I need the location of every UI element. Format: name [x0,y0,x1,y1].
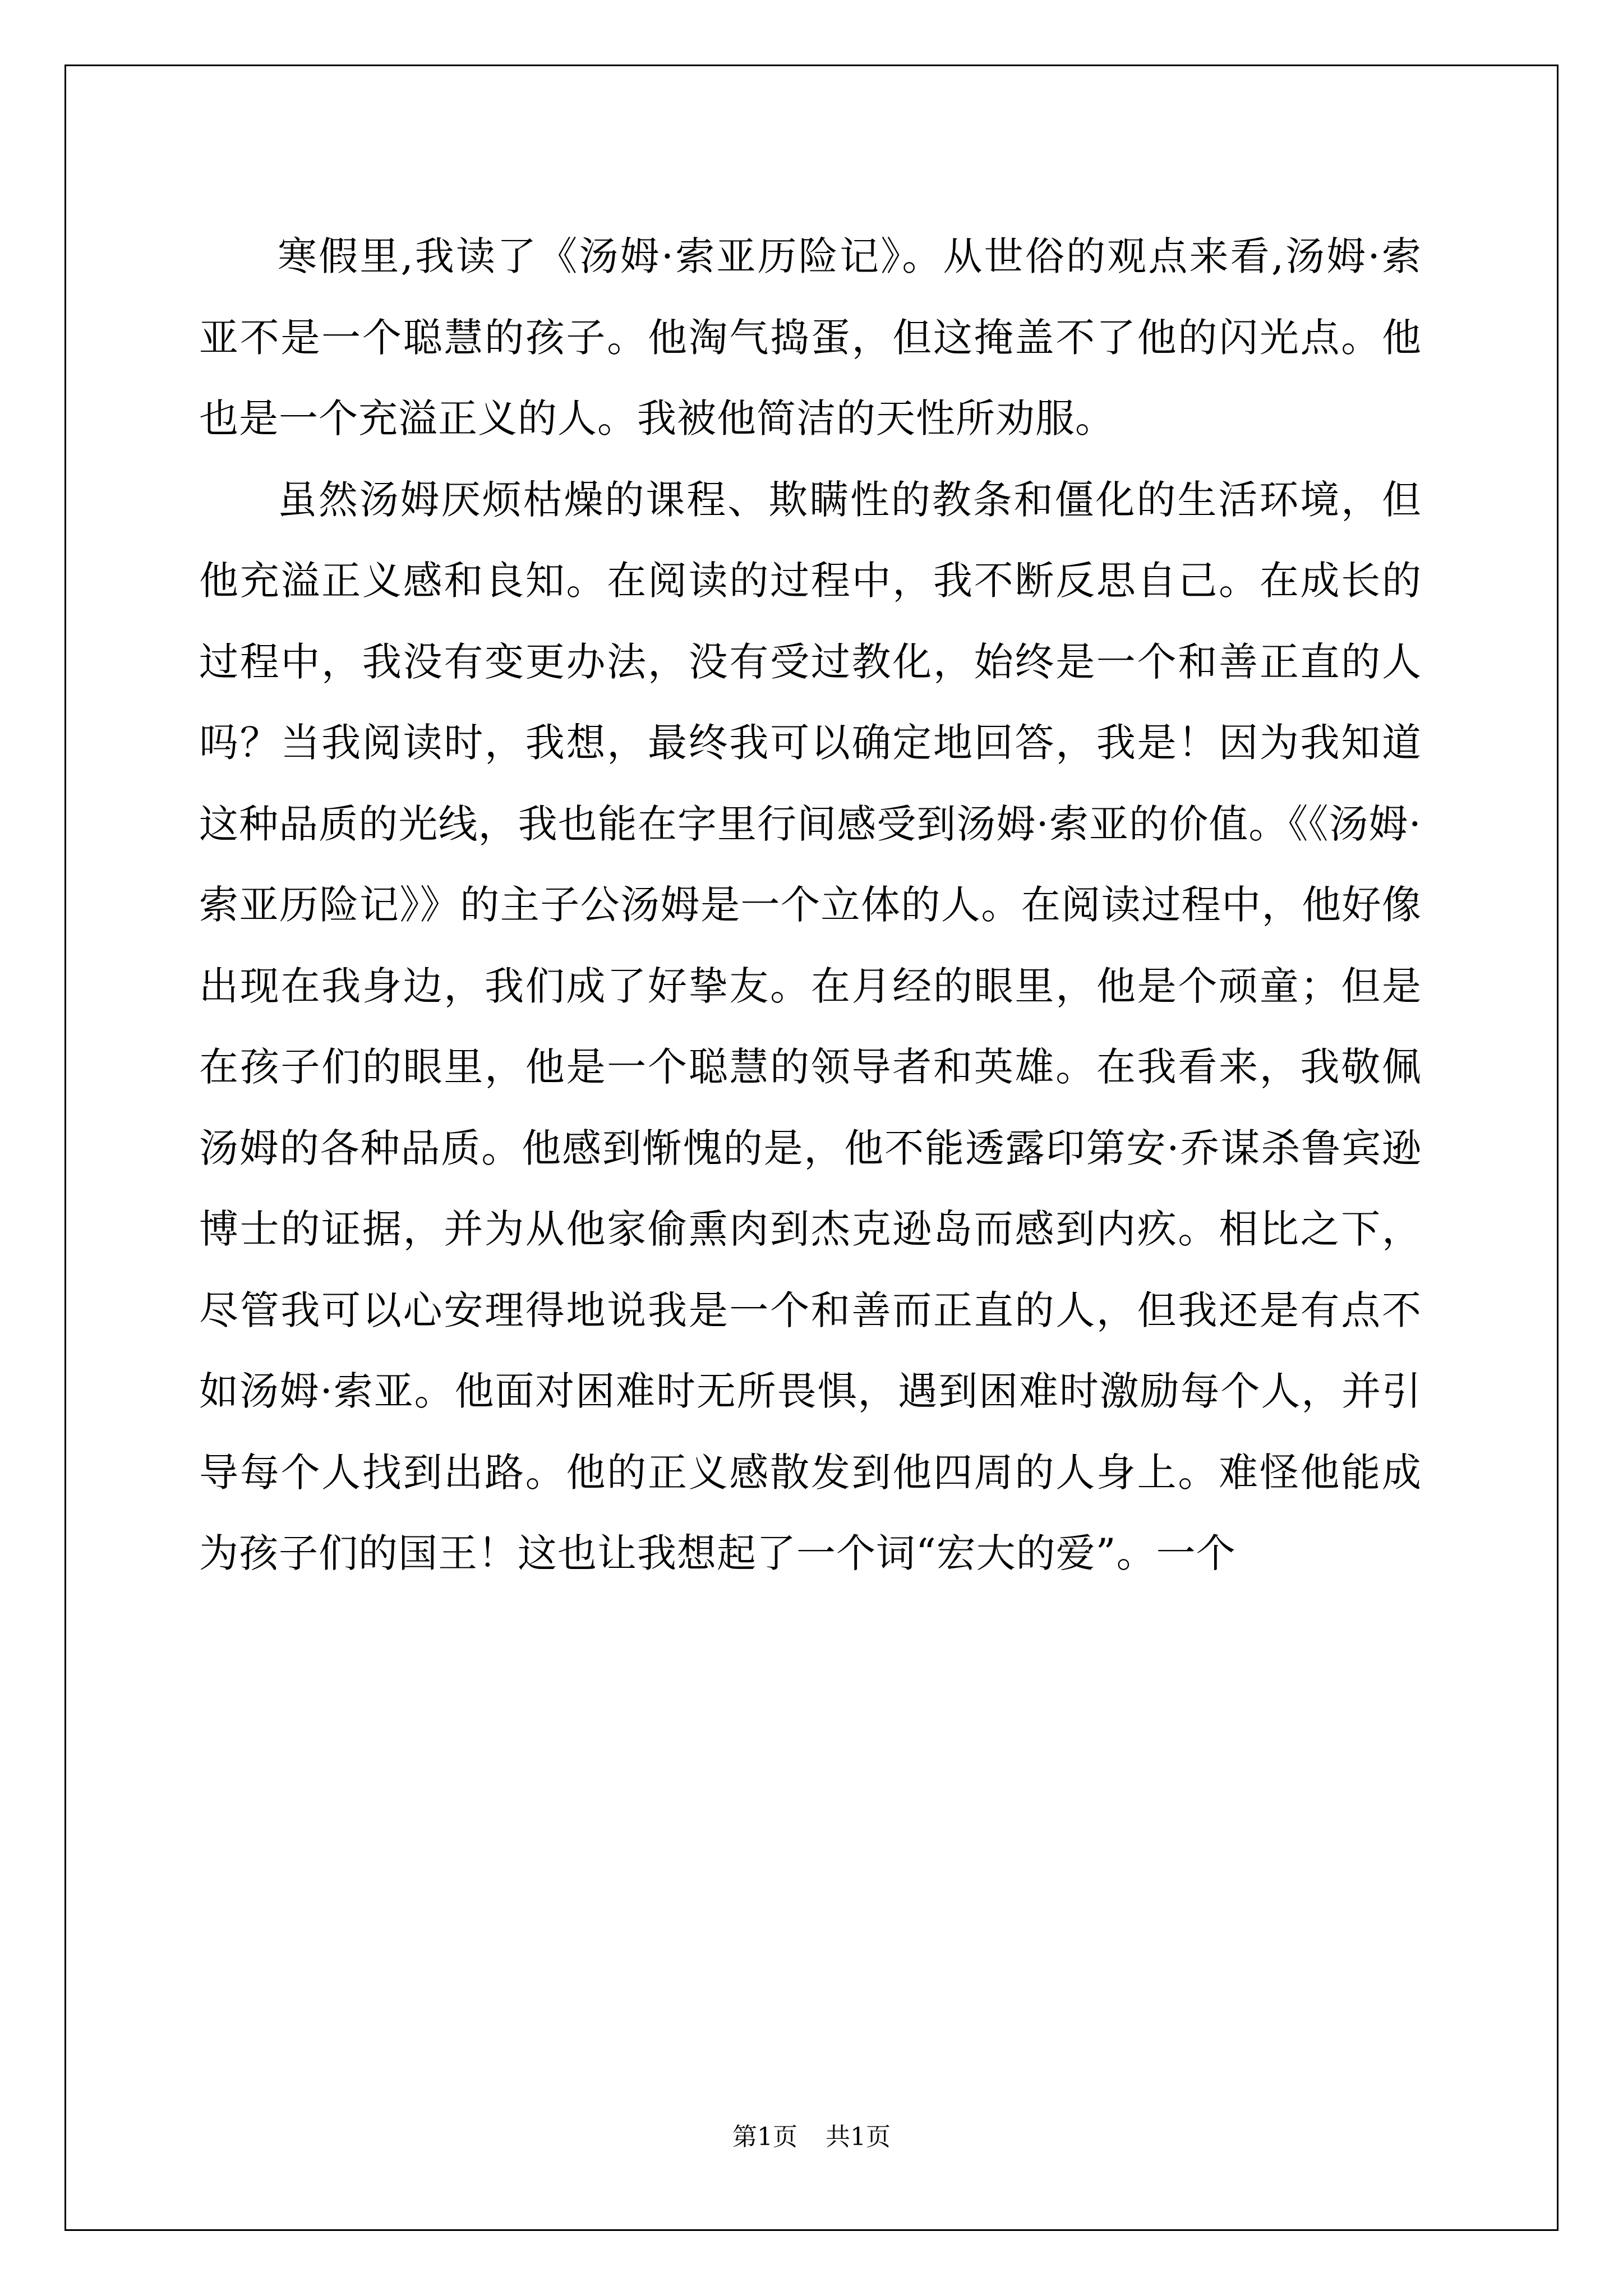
document-body [199,216,1422,2033]
paragraph: 寒假里,我读了《汤姆·索亚历险记》。从世俗的观点来看,汤姆·索亚不是一个聪慧的孩子。他淘气捣蛋，但这掩盖不了他的闪光点。他也是一个充溢正义的人。我被他简洁的天性所劝服。 [199,233,1422,441]
page-number: 第1页 [732,2123,797,2151]
page-total: 共1页 [826,2123,891,2151]
page-footer [0,2120,1623,2154]
paragraph: 虽然汤姆厌烦枯燥的课程、欺瞒性的教条和僵化的生活环境，但他充溢正义感和良知。在阅读的过程中，我不断反思自己。在成长的过程中，我没有变更办法，没有受过教化，始终是一个和善正直的人吗？当我阅读时，我想，最终我可以确定地回答，我是！因为我知道这种品质的光线，我也能在字里行间感受到汤姆·索亚的价值。《《汤姆·索亚历险记》》的主子公汤姆是一个立体的人。在阅读过程中，他好像出现在我身边，我们成了好挚友。在月经的眼里，他是个顽童；但是在孩子们的眼里，他是一个聪慧的领导者和英雄。在我看来，我敬佩汤姆的各种品质。他感到惭愧的是，他不能透露印第安·乔谋杀鲁宾逊博士的证据，并为从他家偷熏肉到杰克逊岛而感到内疚。相比之下，尽管我可以心安理得地说我是一个和善而正直的人，但我还是有点不如汤姆·索亚。他面对困难时无所畏惧，遇到困难时激励每个人，并引导每个人找到出路。他的正义感散发到他四周的人身上。难怪他能成为孩子们的国王！这也让我想起了一个词“宏大的爱”。一个 [199,476,1422,1576]
